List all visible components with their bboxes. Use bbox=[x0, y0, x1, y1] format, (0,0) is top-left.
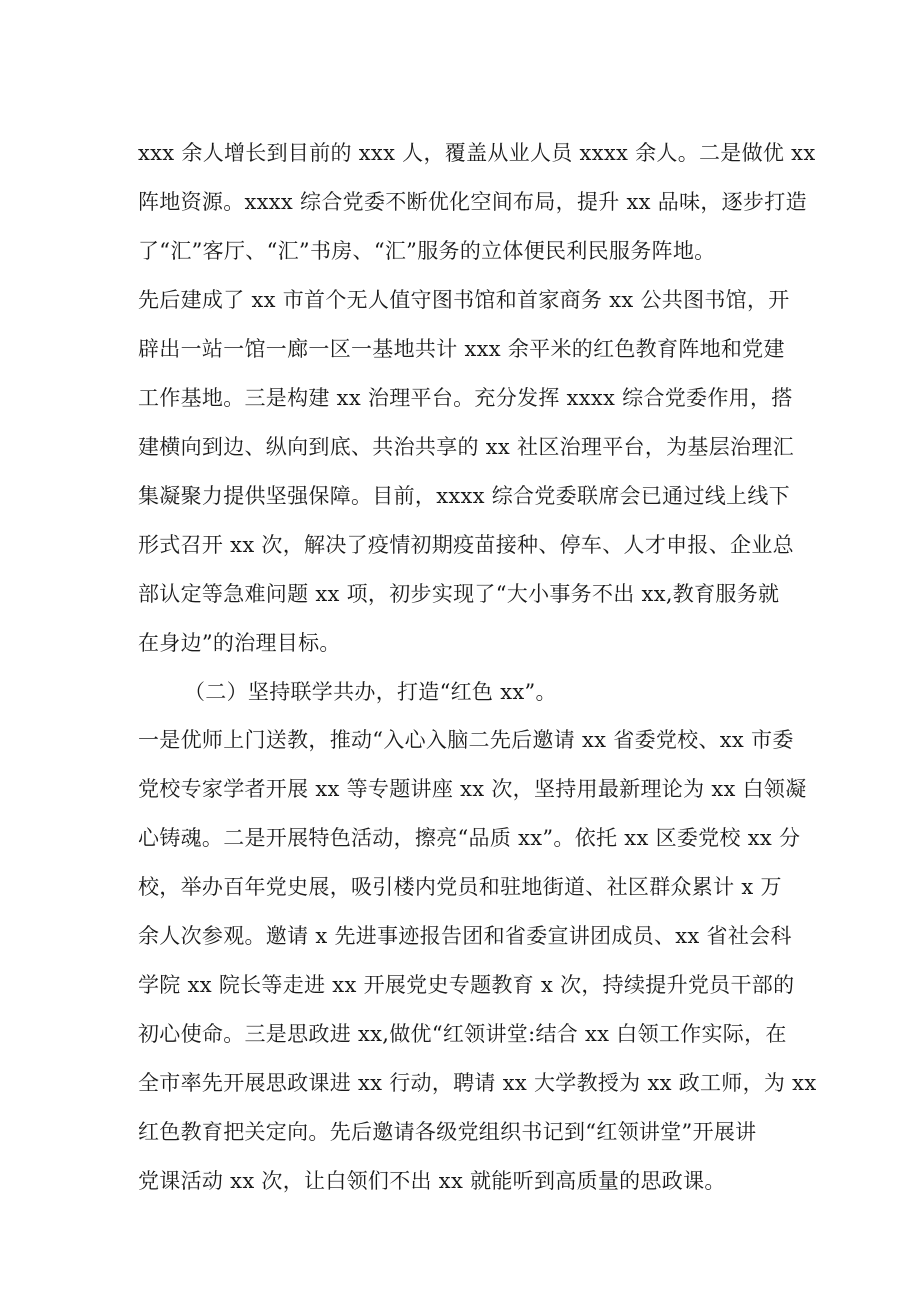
body-text-line: 工作基地。三是构建 xx 治理平台。充分发挥 xxxx 综合党委作用，搭 bbox=[138, 386, 793, 410]
body-text-line: 全市率先开展思政课进 xx 行动，聘请 xx 大学教授为 xx 政工师，为 xx bbox=[138, 1071, 817, 1095]
body-text-line: 集凝聚力提供坚强保障。目前，xxxx 综合党委联席会已通过线上线下 bbox=[138, 484, 790, 508]
body-text-line: 一是优师上门送教，推动“入心入脑二先后邀请 xx 省委党校、xx 市委 bbox=[138, 728, 794, 752]
section-heading: （二）坚持联学共办，打造“红色 xx”。 bbox=[184, 680, 557, 704]
body-text-line: 心铸魂。二是开展特色活动，擦亮“品质 xx”。依托 xx 区委党校 xx 分 bbox=[138, 826, 801, 850]
body-text-line: 部认定等急难问题 xx 项，初步实现了“大小事务不出 xx,教育服务就 bbox=[138, 582, 780, 606]
body-text-line: xxx 余人增长到目前的 xxx 人，覆盖从业人员 xxxx 余人。二是做优 xx bbox=[138, 141, 816, 165]
body-text-line: 党课活动 xx 次，让白领们不出 xx 就能听到高质量的思政课。 bbox=[138, 1169, 726, 1193]
body-text-line: 了“汇”客厅、“汇”书房、“汇”服务的立体便民利民服务阵地。 bbox=[138, 239, 716, 263]
body-text-line: 形式召开 xx 次，解决了疫情初期疫苗接种、停车、人才申报、企业总 bbox=[138, 533, 794, 557]
body-text-line: 初心使命。三是思政进 xx,做优“红领讲堂:结合 xx 白领工作实际，在 bbox=[138, 1022, 787, 1046]
body-text-line: 建横向到边、纵向到底、共治共享的 xx 社区治理平台，为基层治理汇 bbox=[138, 435, 794, 459]
body-text-line: 先后建成了 xx 市首个无人值守图书馆和首家商务 xx 公共图书馆，开 bbox=[138, 288, 790, 312]
body-text-line: 校，举办百年党史展，吸引楼内党员和驻地街道、社区群众累计 x 万 bbox=[138, 875, 782, 899]
body-text-line: 余人次参观。邀请 x 先进事迹报告团和省委宣讲团成员、xx 省社会科 bbox=[138, 924, 792, 948]
body-text-line: 党校专家学者开展 xx 等专题讲座 xx 次，坚持用最新理论为 xx 白领凝 bbox=[138, 777, 807, 801]
body-text-line: 红色教育把关定向。先后邀请各级党组织书记到“红领讲堂”开展讲 bbox=[138, 1120, 757, 1144]
body-text-line: 学院 xx 院长等走进 xx 开展党史专题教育 x 次，持续提升党员干部的 bbox=[138, 973, 795, 997]
body-text-line: 阵地资源。xxxx 综合党委不断优化空间布局，提升 xx 品味，逐步打造 bbox=[138, 190, 807, 214]
body-text-line: 在身边”的治理目标。 bbox=[138, 631, 341, 655]
body-text-line: 辟出一站一馆一廊一区一基地共计 xxx 余平米的红色教育阵地和党建 bbox=[138, 337, 785, 361]
